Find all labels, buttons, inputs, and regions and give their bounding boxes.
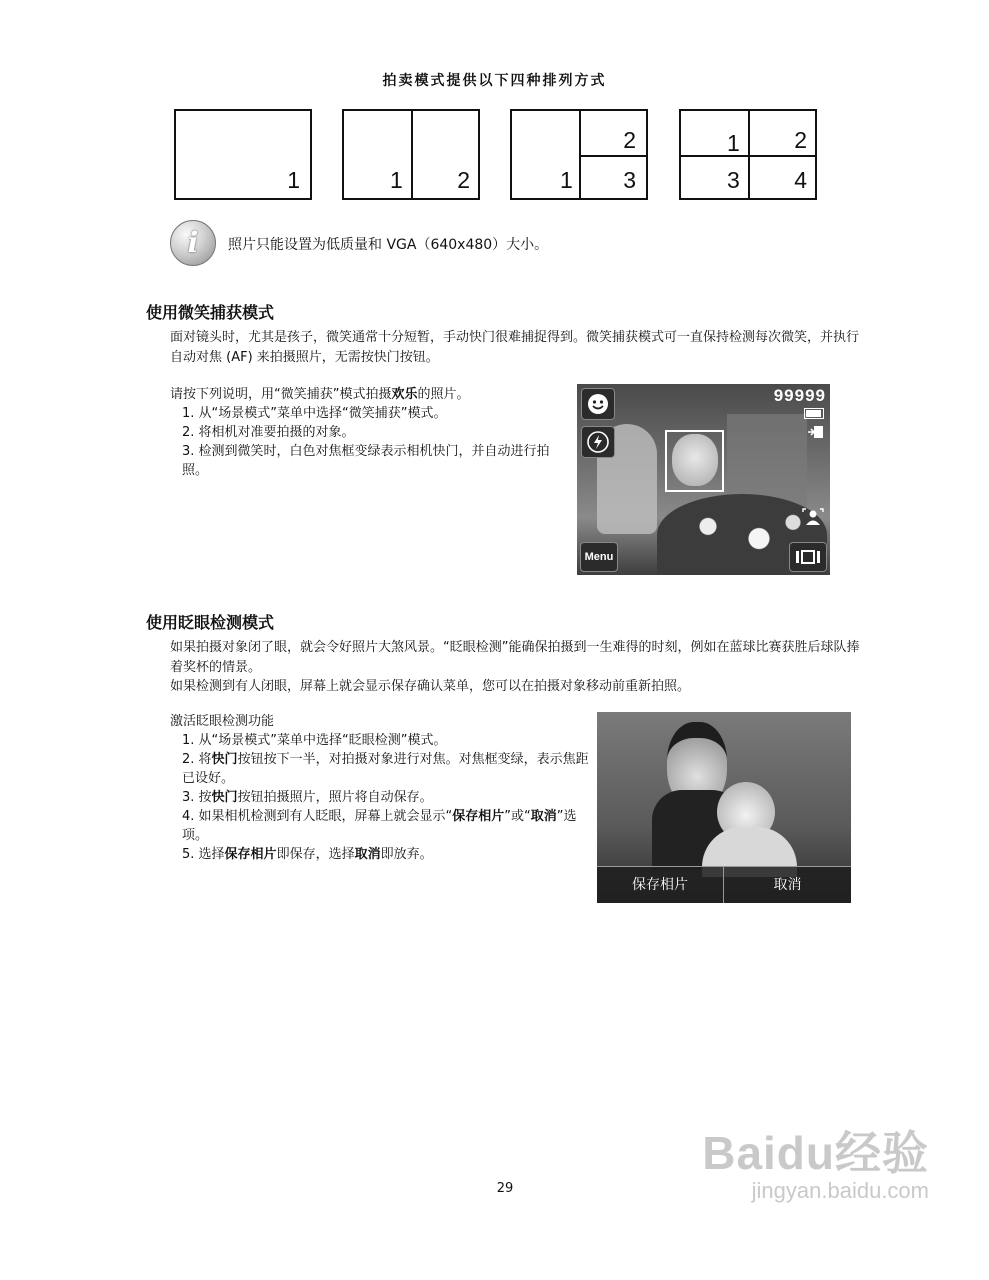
divider (579, 155, 646, 157)
note-text: 照片只能设置为低质量和 VGA（640x480）大小。 (228, 237, 549, 253)
blink-paragraph-2: 如果检测到有人闭眼，屏幕上就会显示保存确认菜单，您可以在拍摄对象移动前重新拍照。 (170, 679, 691, 694)
list-item: 2. 将相机对准要拍摄的对象。 (182, 425, 355, 440)
divider (681, 155, 815, 157)
watermark (702, 1128, 929, 1204)
layout-number: 3 (727, 167, 740, 193)
smile-camera-screen (577, 384, 830, 575)
section-heading-smile: 使用微笑捕获模式 (146, 303, 275, 322)
display-mode-icon[interactable] (789, 542, 827, 572)
blink-instructions (170, 712, 590, 864)
blink-paragraph-1: 如果拍摄对象闭了眼，就会令好照片大煞风景。“眨眼检测”能确保拍摄到一生难得的时刻，例如在蓝球比赛获胜后球队捧着奖杯的情景。 (170, 640, 860, 675)
section-heading-blink: 使用眨眼检测模式 (146, 613, 275, 632)
face-detect-icon (802, 508, 824, 526)
layout-diagram-3 (510, 109, 648, 200)
info-icon: i (170, 220, 216, 266)
blink-intro: 激活眨眼检测功能 (170, 714, 275, 729)
list-item: 4. 如果相机检测到有人眨眼，屏幕上就会显示“保存相片”或“取消”选项。 (182, 809, 577, 843)
list-item: 3. 按快门按钮拍摄照片，照片将自动保存。 (182, 790, 433, 805)
layout-number: 1 (287, 167, 300, 193)
list-item: 5. 选择保存相片即保存，选择取消即放弃。 (182, 847, 433, 862)
page-title: 拍卖模式提供以下四种排列方式 (382, 73, 607, 89)
layout-number: 2 (623, 127, 636, 153)
flash-icon (581, 426, 615, 458)
shot-counter: 99999 (773, 386, 826, 405)
focus-frame (665, 430, 724, 492)
list-item: 1. 从“场景模式”菜单中选择“眨眼检测”模式。 (182, 733, 447, 748)
layout-number: 1 (390, 167, 403, 193)
watermark-url: jingyan.baidu.com (751, 1178, 929, 1203)
layout-number: 4 (794, 167, 807, 193)
layout-number: 2 (457, 167, 470, 193)
smile-mode-icon (581, 388, 615, 420)
layout-diagram-2 (342, 109, 480, 200)
page-number: 29 (496, 1181, 514, 1196)
list-item: 2. 将快门按钮按下一半，对拍摄对象进行对焦。对焦框变绿，表示焦距已设好。 (182, 752, 589, 786)
smile-paragraph: 面对镜头时，尤其是孩子，微笑通常十分短暂，手动快门很难捕捉得到。微笑捕获模式可一直保持检测每次微笑，并执行自动对焦 (AF) 来拍摄照片，无需按快门按钮。 (170, 330, 860, 365)
cancel-button[interactable]: 取消 (773, 877, 802, 893)
save-confirm-bar (597, 866, 851, 903)
layout-number: 2 (794, 127, 807, 153)
save-photo-button[interactable]: 保存相片 (597, 867, 724, 903)
menu-button[interactable]: Menu (580, 542, 618, 572)
layout-diagram-4 (679, 109, 817, 200)
layout-number: 1 (727, 130, 740, 156)
memory-card-icon (808, 424, 824, 438)
smile-instructions (170, 385, 565, 480)
smile-intro: 请按下列说明，用“微笑捕获”模式拍摄欢乐的照片。 (170, 387, 470, 402)
watermark-brand: Baidu经验 (702, 1127, 929, 1179)
list-item: 3. 检测到微笑时，白色对焦框变绿表示相机快门，并自动进行拍照。 (182, 444, 550, 478)
divider (411, 111, 413, 198)
battery-icon (804, 408, 824, 419)
blink-camera-screen (597, 712, 851, 903)
layout-diagram-1 (174, 109, 312, 200)
layout-number: 1 (560, 167, 573, 193)
list-item: 1. 从“场景模式”菜单中选择“微笑捕获”模式。 (182, 406, 447, 421)
layout-number: 3 (623, 167, 636, 193)
